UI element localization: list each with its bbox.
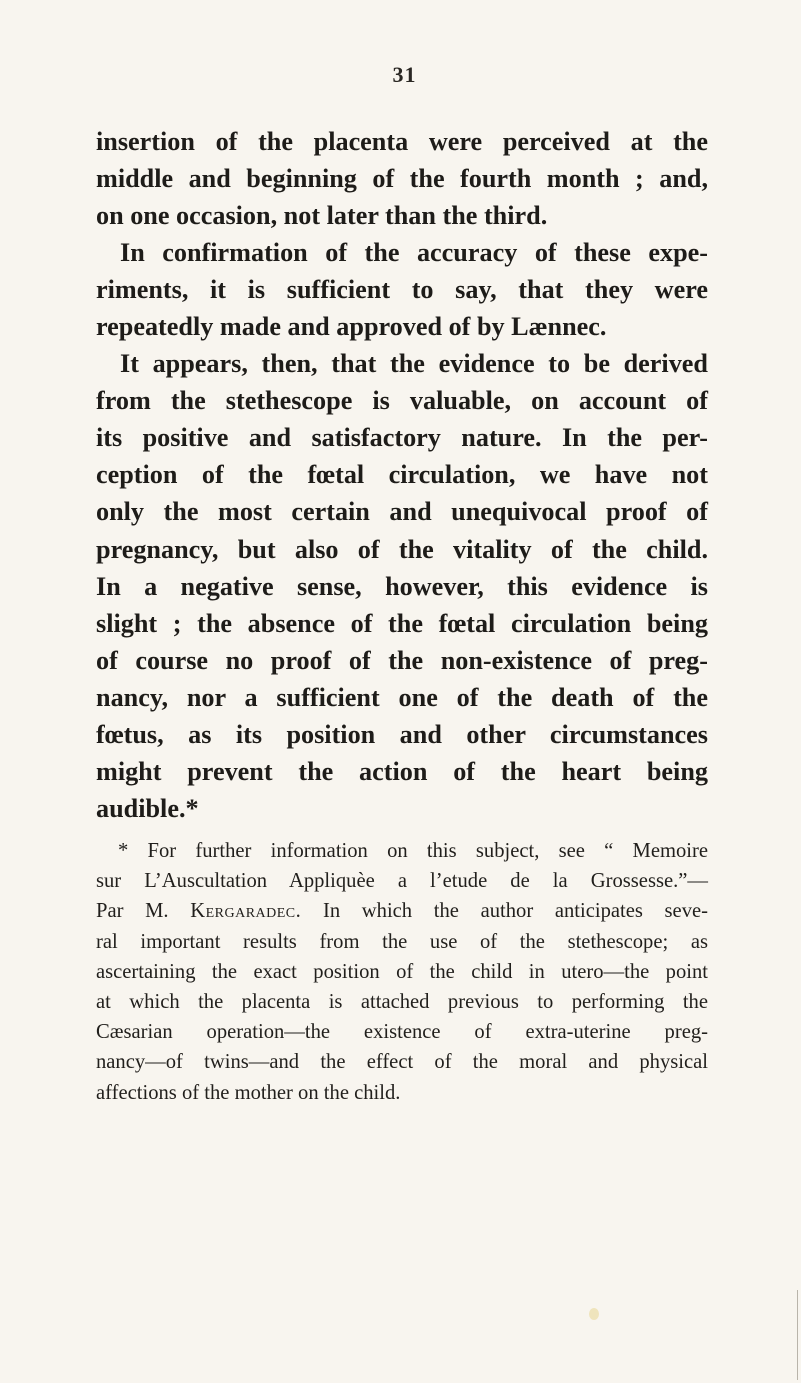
body-line: nancy, nor a sufficient one of the death of the <box>96 682 708 712</box>
body-line: It appears, then, that the evidence to be derived <box>120 349 708 379</box>
body-line: In confirmation of the accuracy of these expe- <box>120 238 708 268</box>
footnote <box>96 836 708 1108</box>
body-paragraphs <box>96 123 708 827</box>
footnote-line: nancy—of twins—and the effect of the moral and physical <box>96 1051 708 1074</box>
body-line: repeatedly made and approved of by Lænnec. <box>96 312 607 342</box>
body-line: riments, it is sufficient to say, that they were <box>96 275 708 305</box>
body-line: In a negative sense, however, this evidence is <box>96 571 708 601</box>
page-number: 31 <box>392 62 417 87</box>
paper-stain <box>589 1308 599 1320</box>
body-line: ception of the fœtal circulation, we have not <box>96 460 708 490</box>
body-line: middle and beginning of the fourth month ; and, <box>96 164 708 194</box>
body-line: only the most certain and unequivocal proof of <box>96 497 708 527</box>
footnote-line: Cæsarian operation—the existence of extra-uterine preg- <box>96 1021 708 1044</box>
footnote-text: In which the author anticipates seve- <box>301 900 708 923</box>
body-line: its positive and satisfactory nature. In the per- <box>96 423 708 453</box>
footnote-line: ascertaining the exact position of the child in utero—the point <box>96 960 708 983</box>
footnote-text: Par M. <box>96 900 191 923</box>
body-line: from the stethescope is valuable, on account of <box>96 386 708 416</box>
body-line: of course no proof of the non-existence of preg- <box>96 645 708 675</box>
body-line: might prevent the action of the heart being <box>96 756 708 786</box>
footnote-line <box>96 896 708 926</box>
footnote-line: ral important results from the use of the stethescope; as <box>96 930 708 953</box>
footnote-author: Kergaradec. <box>190 900 302 923</box>
footnote-line: affections of the mother on the child. <box>96 1081 401 1104</box>
footnote-text: * For further information on this subject, see “ Memoire <box>118 840 708 862</box>
body-line: on one occasion, not later than the third. <box>96 201 548 231</box>
body-line: slight ; the absence of the fœtal circulation being <box>96 608 708 638</box>
footnote-line: sur L’Auscultation Appliquèe a l’etude de la Grossesse.”— <box>96 870 708 893</box>
footnote-line <box>96 836 708 866</box>
body-line: audible.* <box>96 793 199 823</box>
body-line: pregnancy, but also of the vitality of the child. <box>96 534 708 564</box>
page-edge-shadow <box>797 1290 798 1380</box>
body-line: insertion of the placenta were perceived at the <box>96 127 708 156</box>
footnote-line: at which the placenta is attached previous to performing the <box>96 991 708 1014</box>
body-line: fœtus, as its position and other circumstances <box>96 719 708 749</box>
